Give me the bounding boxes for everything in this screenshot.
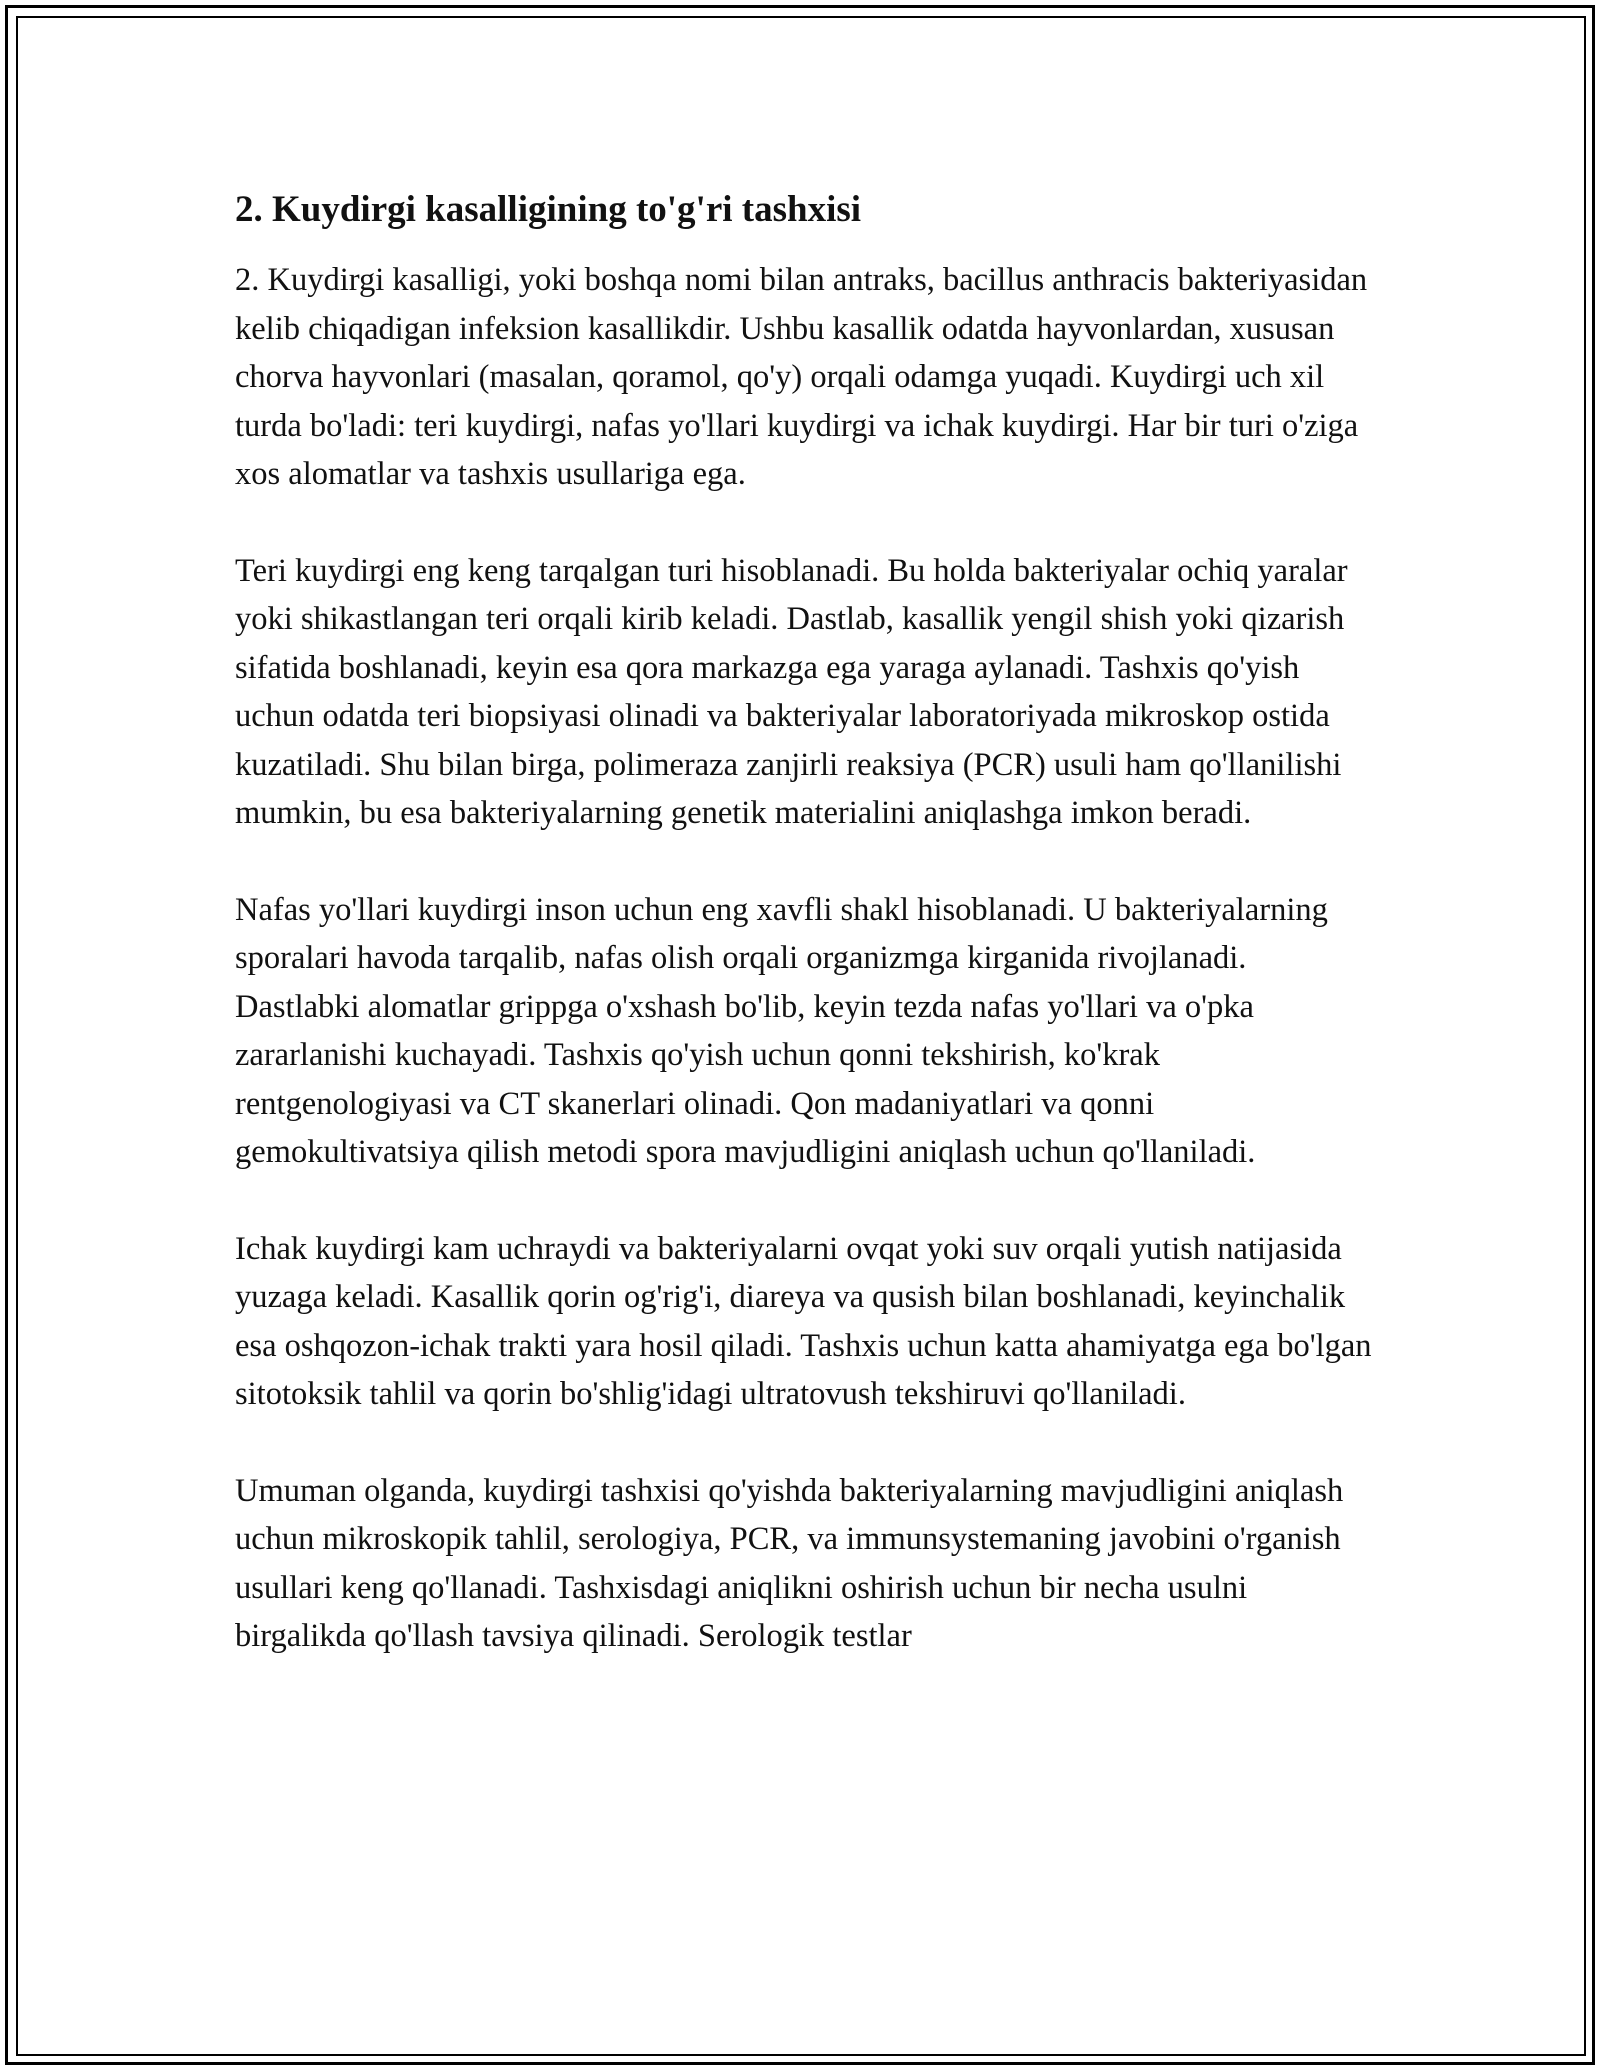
document-body (235, 186, 1375, 1709)
paragraph-intro: 2. Kuydirgi kasalligi, yoki boshqa nomi bilan antraks, bacillus anthracis bakteriyasidan kelib chiqadigan infeksion kasallikdir. Ushbu kasallik odatda hayvonlardan, xususan chorva hayvonlari (masalan, qoramol, qo'y) orqali odamga yuqadi. Kuydirgi uch xil turda bo'ladi: teri kuydirgi, nafas yo'llari kuydirgi va ichak kuydirgi. Har bir turi o'ziga xos alomatlar va tashxis usullariga ega. (235, 262, 1368, 492)
paragraph-skin-anthrax: Teri kuydirgi eng keng tarqalgan turi hisoblanadi. Bu holda bakteriyalar ochiq yaralar yoki shikastlangan teri orqali kirib keladi. Dastlab, kasallik yengil shish yoki qizarish sifatida boshlanadi, keyin esa qora markazga ega yaraga aylanadi. Tashxis qo'yish uchun odatda teri biopsiyasi olinadi va bakteriyalar laboratoriyada mikroskop ostida kuzatiladi. Shu bilan birga, polimeraza zanjirli reaksiya (PCR) usuli ham qo'llanilishi mumkin, bu esa bakteriyalarning genetik materialini aniqlashga imkon beradi. (235, 552, 1348, 831)
paragraph-inhalation-anthrax: Nafas yo'llari kuydirgi inson uchun eng xavfli shakl hisoblanadi. U bakteriyalarning sporalari havoda tarqalib, nafas olish orqali organizmga kirganida rivojlanadi. Dastlabki alomatlar grippga o'xshash bo'lib, keyin tezda nafas yo'llari va o'pka zararlanishi kuchayadi. Tashxis qo'yish uchun qonni tekshirish, ko'krak rentgenologiyasi va CT skanerlari olinadi. Qon madaniyatlari va qonni gemokultivatsiya qilish metodi spora mavjudligini aniqlash uchun qo'llaniladi. (235, 891, 1328, 1170)
paragraph-summary: Umuman olganda, kuydirgi tashxisi qo'yishda bakteriyalarning mavjudligini aniqlash uchun mikroskopik tahlil, serologiya, PCR, va immunsystemaning javobini o'rganish usullari keng qo'llanadi. Tashxisdagi aniqlikni oshirish uchun bir necha usulni birgalikda qo'llash tavsiya qilinadi. Serologik testlar (235, 1472, 1344, 1654)
section-heading: 2. Kuydirgi kasalligining to'g'ri tashxisi (235, 189, 862, 230)
paragraph-intestinal-anthrax: Ichak kuydirgi kam uchraydi va bakteriyalarni ovqat yoki suv orqali yutish natijasida yuzaga keladi. Kasallik qorin og'rig'i, diareya va qusish bilan boshlanadi, keyinchalik esa oshqozon-ichak trakti yara hosil qiladi. Tashxis uchun katta ahamiyatga ega bo'lgan sitotoksik tahlil va qorin bo'shlig'idagi ultratovush tekshiruvi qo'llaniladi. (235, 1230, 1372, 1412)
